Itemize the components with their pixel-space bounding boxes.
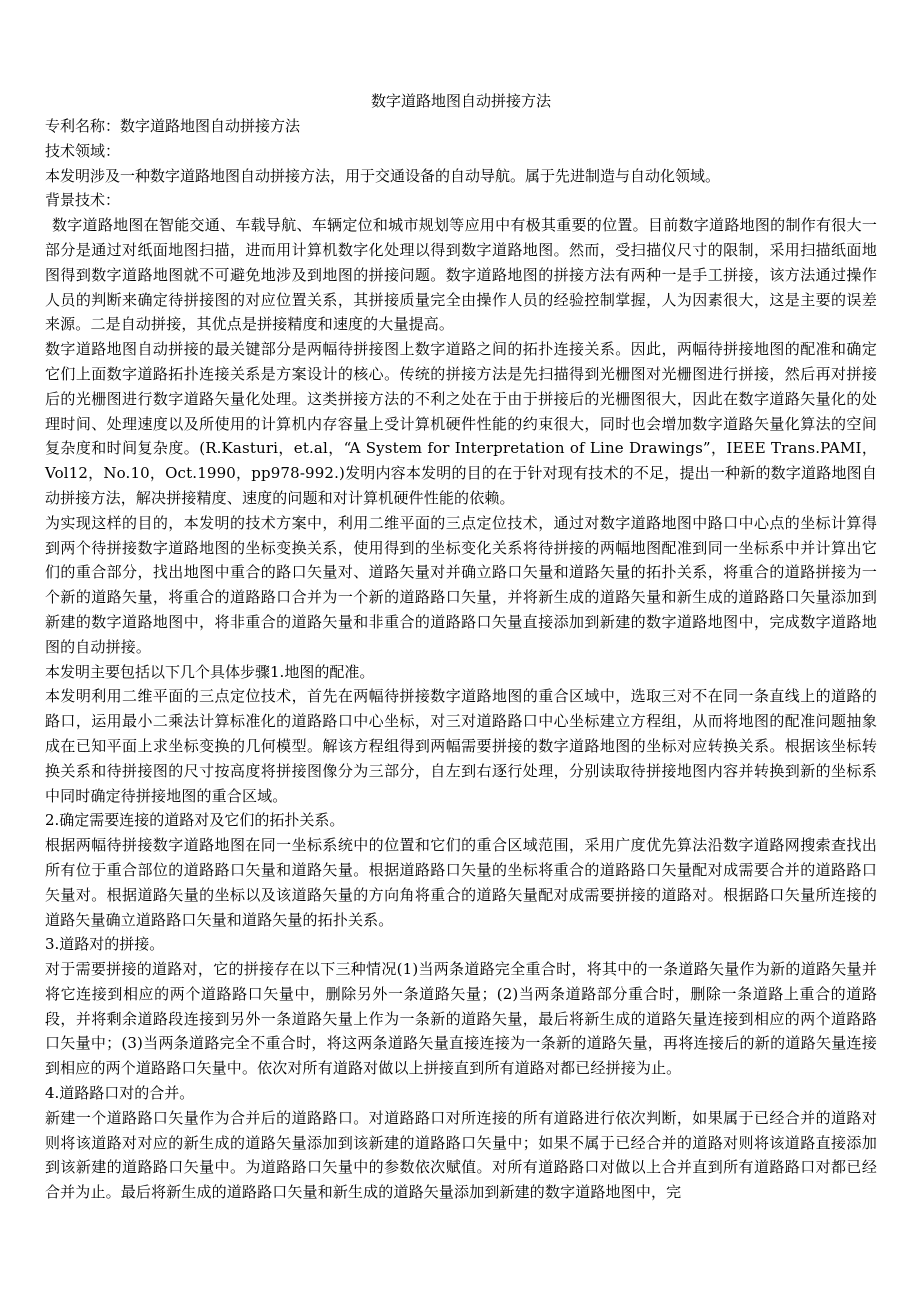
- step-4-heading: 4.道路路口对的合并。: [45, 1084, 195, 1103]
- paragraph-background-1: 数字道路地图在智能交通、车载导航、车辆定位和城市规划等应用中有极其重要的位置。目前数字道路地图的制作有很大一部分是通过对纸面地图扫描，进而用计算机数字化处理以得到数字道路地图。然而，受扫描仪尺寸的限制，采用扫描纸面地图得到数字道路地图就不可避免地涉及到地图的拼接问题。数字道路地图的拼接方法有两种一是手工拼接，该方法通过操作人员的判断来确定待拼接图的对应位置关系，其拼接质量完全由操作人员的经验控制掌握，人为因素很大，这是主要的误差来源。二是自动拼接，其优点是拼接精度和速度的大量提高。: [45, 216, 877, 334]
- document-page: [45, 88, 877, 1205]
- field-text: 本发明涉及一种数字道路地图自动拼接方法，用于交通设备的自动导航。属于先进制造与自动化领域。: [45, 166, 721, 185]
- step-3-heading: 3.道路对的拼接。: [45, 935, 165, 954]
- paragraph-step-3: 对于需要拼接的道路对，它的拼接存在以下三种情况(1)当两条道路完全重合时，将其中的一条道路矢量作为新的道路矢量并将它连接到相应的两个道路路口矢量中，删除另外一条道路矢量；(2)当两条道路部分重合时，删除一条道路上重合的道路段，并将剩余道路段连接到另外一条道路矢量上作为一条新的道路矢量，最后将新生成的道路矢量连接到相应的两个道路路口矢量中；(3)当两条道路完全不重合时，将这两条道路矢量直接连接为一条新的道路矢量，再将连接后的新的道路矢量连接到相应的两个道路路口矢量中。依次对所有道路对做以上拼接直到所有道路对都已经拼接为止。: [45, 960, 877, 1078]
- field-heading: 技术领域：: [45, 141, 121, 160]
- paragraph-step-4: 新建一个道路路口矢量作为合并后的道路路口。对道路路口对所连接的所有道路进行依次判断，如果属于已经合并的道路对则将该道路对对应的新生成的道路矢量添加到该新建的道路路口矢量中；如果不属于已经合并的道路对则将该道路直接添加到该新建的道路路口矢量中。为道路路口矢量中的参数依次赋值。对所有道路路口对做以上合并直到所有道路路口对都已经合并为止。最后将新生成的道路路口矢量和新生成的道路矢量添加到新建的数字道路地图中，完: [45, 1108, 877, 1202]
- background-heading: 背景技术：: [45, 191, 121, 210]
- steps-intro: 本发明主要包括以下几个具体步骤1.地图的配准。: [45, 662, 375, 681]
- paragraph-background-2: 数字道路地图自动拼接的最关键部分是两幅待拼接图上数字道路之间的拓扑连接关系。因此，两幅待拼接地图的配准和确定它们上面数字道路拓扑连接关系是方案设计的核心。传统的拼接方法是先扫描得到光栅图对光栅图进行拼接，然后再对拼接后的光栅图进行数字道路矢量化处理。这类拼接方法的不利之处在于由于拼接后的光栅图很大，因此在数字道路矢量化的处理时间、处理速度以及所使用的计算机内存容量上受计算机硬件性能的约束很大，同时也会增加数字道路矢量化算法的空间复杂度和时间复杂度。(R.Kasturi，et.al，“A System for Interpretation of Line Drawings”，IEEE Trans.PAMI，Vol12，No.10，Oct.1990，pp978-992.)发明内容本发明的目的在于针对现有技术的不足，提出一种新的数字道路地图自动拼接方法，解决拼接精度、速度的问题和对计算机硬件性能的依赖。: [45, 340, 877, 507]
- step-2-heading: 2.确定需要连接的道路对及它们的拓扑关系。: [45, 811, 345, 830]
- patent-name: 专利名称：数字道路地图自动拼接方法: [45, 117, 301, 135]
- document-title: 数字道路地图自动拼接方法: [370, 92, 551, 110]
- paragraph-step-2: 根据两幅待拼接数字道路地图在同一坐标系统中的位置和它们的重合区域范围，采用广度优先算法沿数字道路网搜索查找出所有位于重合部位的道路路口矢量和道路矢量。根据道路路口矢量的坐标将重合的道路路口矢量配对成需要合并的道路路口矢量对。根据道路矢量的坐标以及该道路矢量的方向角将重合的道路矢量配对成需要拼接的道路对。根据路口矢量所连接的道路矢量确立道路路口矢量和道路矢量的拓扑关系。: [45, 836, 877, 929]
- paragraph-step-1: 本发明利用二维平面的三点定位技术，首先在两幅待拼接数字道路地图的重合区域中，选取三对不在同一条直线上的道路的路口，运用最小二乘法计算标准化的道路路口中心坐标，对三对道路路口中心坐标建立方程组，从而将地图的配准问题抽象成在已知平面上求坐标变换的几何模型。解该方程组得到两幅需要拼接的数字道路地图的坐标对应转换关系。根据该坐标转换关系和待拼接图的尺寸按高度将拼接图像分为三部分，自左到右逐行处理，分别读取待拼接地图内容并转换到新的坐标系中同时确定待拼接地图的重合区域。: [45, 687, 877, 805]
- paragraph-solution: 为实现这样的目的，本发明的技术方案中，利用二维平面的三点定位技术，通过对数字道路地图中路口中心点的坐标计算得到两个待拼接数字道路地图的坐标变换关系，使用得到的坐标变化关系将待拼接的两幅地图配准到同一坐标系中并计算出它们的重合部分，找出地图中重合的路口矢量对、道路矢量对并确立路口矢量和道路矢量的拓扑关系，将重合的道路拼接为一个新的道路矢量，将重合的道路路口合并为一个新的道路路口矢量，并将新生成的道路矢量和新生成的道路路口矢量添加到新建的数字道路地图中，将非重合的道路矢量和非重合的道路路口矢量直接添加到新建的数字道路地图中，完成数字道路地图的自动拼接。: [45, 513, 877, 656]
